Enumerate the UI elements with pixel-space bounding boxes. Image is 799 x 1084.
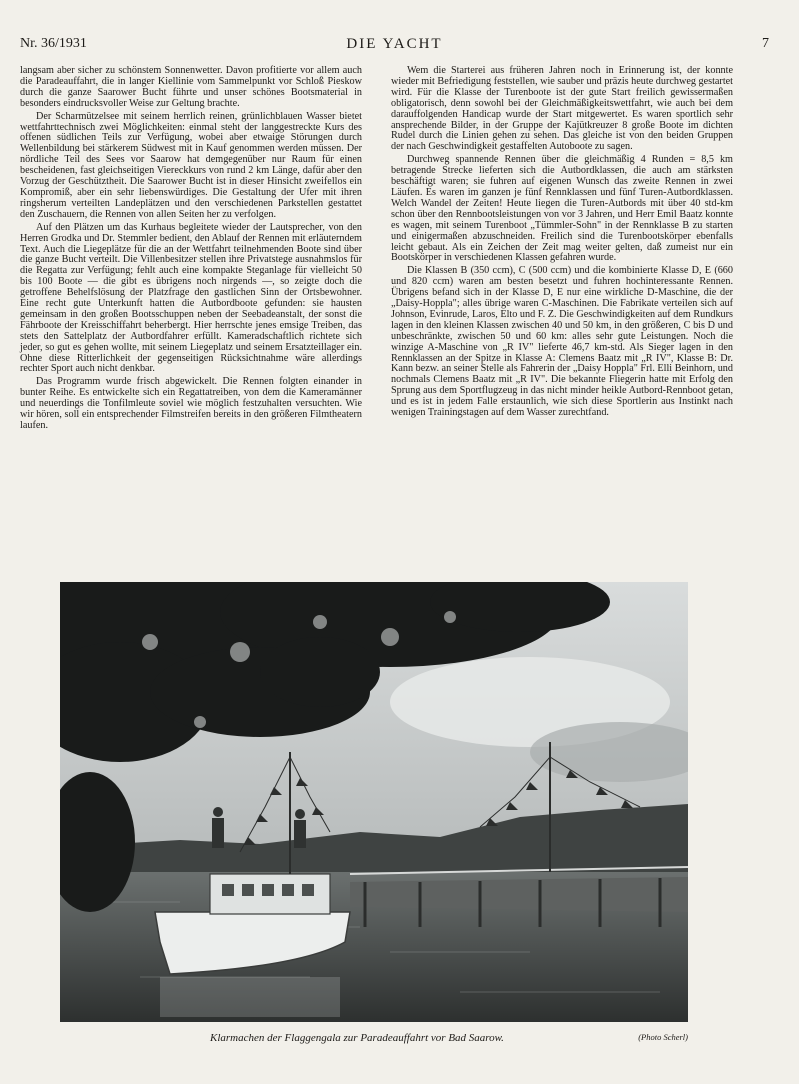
paragraph: Der Scharmützelsee mit seinem herrlich reinen, grünlichblauen Wasser bietet wettfahrttechnisch zwei Möglichkeiten: einmal steht der langgestreckte Kurs des offenen südlichen Teils zur Verfügung, wobei aber etwaige Störungen durch Wellenbildung bei stärkerem Südwest mit in Kauf genommen werden müssen. Der nördliche Teil des Sees vor Saarow hat demgegenüber nur Raum für einen bescheidenen, fast gleichseitigen Viereckkurs von rund 2 km Länge, dafür aber den Vorzug der Geschütztheit. Die Saarower Bucht ist in dieser Hinsicht zweifellos ein Kompromiß, aber ein sehr liebenswürdiges. Die Gestaltung der Ufer mit ihren ringsherum verteilten Landeplätzen und den verschiedenen Parkstellen gestattet den Zuschauern, die Rennen von allen Seiten her zu verfolgen. [20, 110, 362, 220]
yacht-reflection [160, 977, 340, 1017]
regatta-photograph [60, 582, 688, 1022]
paragraph: Die Klassen B (350 ccm), C (500 ccm) und die kombinierte Klasse D, E (660 und 820 ccm) waren am besten besetzt und fuhren hochinteressante Rennen. Übrigens befand sich in der Klasse D, E nur eine wirkliche D-Maschine, die der „Daisy-Hoppla"; alles übrige waren C-Maschinen. Die Fabrikate verteilen sich auf Johnson, Evinrude, Laros, Elto und F. Z. Die Geschwindigkeiten auf dem Rundkurs lagen in den kleinen Klassen zwischen 40 und 50 km, in den größeren, C bis D und unbeschränkte, zwischen 50 und 60 km: alles sehr gute Leistungen. Noch die winzige A-Maschine von „R IV" lieferte 46,7 km-std. Als Sieger lagen in den Rennklassen an der Spitze in Klasse A: Clemens Baatz mit „R IV", Klasse B: Dr. Kann bezw. an seiner Stelle als Fahrerin der „Daisy Hoppla" Frl. Elli Beinhorn, und nochmals Clemens Baatz mit „R IV". Die bekannte Fliegerin hatte mit Erfolg den Sprung aus dem Sportflugzeug in das nicht minder heikle Autbord-Rennboot getan, und es ist in jedem Falle erstaunlich, wie sich diese Sportlerin aus Instinkt nach wenigen Trainingstagen auf dem Wasser zurechtfand. [391, 265, 733, 419]
paragraph: Auf den Plätzen um das Kurhaus begleitete wieder der Lautsprecher, von den Herren Grodka und Dr. Stemmler bedient, den Ablauf der Rennen mit erläuterndem Text. Auch die Liegeplätze für die an der Wettfahrt teilnehmenden Boote sind über die ganze Bucht verteilt. Die Villenbesitzer stellen ihre Privatstege ausnahmslos für die Regatta zur Verfügung; fehlt auch eine kompakte Steganlage für vielleicht 50 bis 100 Boote — die gibt es übrigens noch nirgends —, so zeigte doch die getroffene Behelfslösung der Platzfrage den gastlichen Sinn der Ortsbewohner. Eine recht gute Unterkunft hatten die Autbordboote gefunden: sie hausten gemeinsam in den großen Bootsschuppen neben der Seebadeanstalt, der sonst die Fährboote der Kreisschiffahrt beherbergt. Hier herrschte jenes emsige Treiben, das stets den Sattelplatz der Autbordfahrer erfüllt. Kameradschaftlich richtete sich jeder, so gut es gehen wollte, mit seinem Liegeplatz und seinem Ersatzteillager ein. Ohne diese Ritterlichkeit der gegenseitigen Rücksichtnahme wäre allerdings rechter Sport auch nicht denkbar. [20, 221, 362, 375]
page-number: 7 [762, 36, 769, 51]
paragraph: Durchweg spannende Rennen über die gleichmäßig 4 Runden = 8,5 km betragende Strecke lieferten sich die Autbordklassen, die auch am stärksten beschäftigt waren; sie fuhren auf eigenen Wunsch das zweite Rennen in zwei Läufen. Es waren im ganzen je fünf Rennklassen und fünf Turen-Autbordklassen. Welch Wandel der Zeiten! Heute liegen die Turen-Autbords mit über 40 std-km schon über den Rennbootsleistungen von vor 3 Jahren, und Herr Emil Baatz konnte es wagen, mit seinem Turenboot „Tümmler-Sohn" in der Rennklasse B zu starten und einigermaßen abzuschneiden. Freilich sind die Turenbootskörper ebenfalls leicht gebaut. Als ein Zeichen der Zeit mag weiter gelten, daß zumeist nur ein Bootskörper in verschiedenen Klassen gefahren wurde. [391, 154, 733, 264]
page-header [20, 36, 769, 56]
photo-illustration [60, 582, 688, 1022]
issue-number: Nr. 36/1931 [20, 36, 87, 51]
paragraph: langsam aber sicher zu schönstem Sonnenwetter. Davon profitierte vor allem auch die Paradeauffahrt, die in langer Kiellinie vom Sammelpunkt vor Schloß Pieskow durch die ganze Saarower Bucht führte und unser schönes Bootsmaterial in besonders eindrucksvoller Weise zur Geltung brachte. [20, 65, 362, 109]
figure-caption: Klarmachen der Flaggengala zur Paradeauffahrt vor Bad Saarow. [210, 1032, 504, 1044]
left-column [20, 66, 362, 434]
paragraph: Das Programm wurde frisch abgewickelt. Die Rennen folgten einander in bunter Reihe. Es entwickelte sich ein Regattatreiben, von dem die Kameramänner und neuerdings die Tonfilmleute soviel wie möglich festzuhalten versuchten. Wie wir hören, soll ein entsprechender Filmstreifen bereits in den größeren Filmtheatern laufen. [20, 376, 362, 431]
photo-credit: (Photo Scherl) [638, 1032, 688, 1042]
magazine-title: DIE YACHT [346, 36, 443, 52]
jetty-deck [350, 877, 688, 912]
right-column [391, 66, 733, 421]
paragraph: Wem die Starterei aus früheren Jahren noch in Erinnerung ist, der konnte wieder mit Befriedigung feststellen, wie sauber und präzis heute durchweg gestartet wird. Für die Klasse der Turenboote ist der gute Start freilich gewissermaßen obligatorisch, denn sowohl bei der Gleichmäßigkeitswettfahrt, wie auch bei dem darauffolgenden Handicap wurde der Start mitgewertet. Es waren sportlich sehr ansprechende Bilder, in der Gruppe der Kajütkreuzer 8 große Boote im dichten Rudel durch die Linien gehen zu sehen. Das gleiche ist von den beiden Gruppen der nach Geschwindigkeit gestaffelten Autoboote zu sagen. [391, 65, 734, 153]
